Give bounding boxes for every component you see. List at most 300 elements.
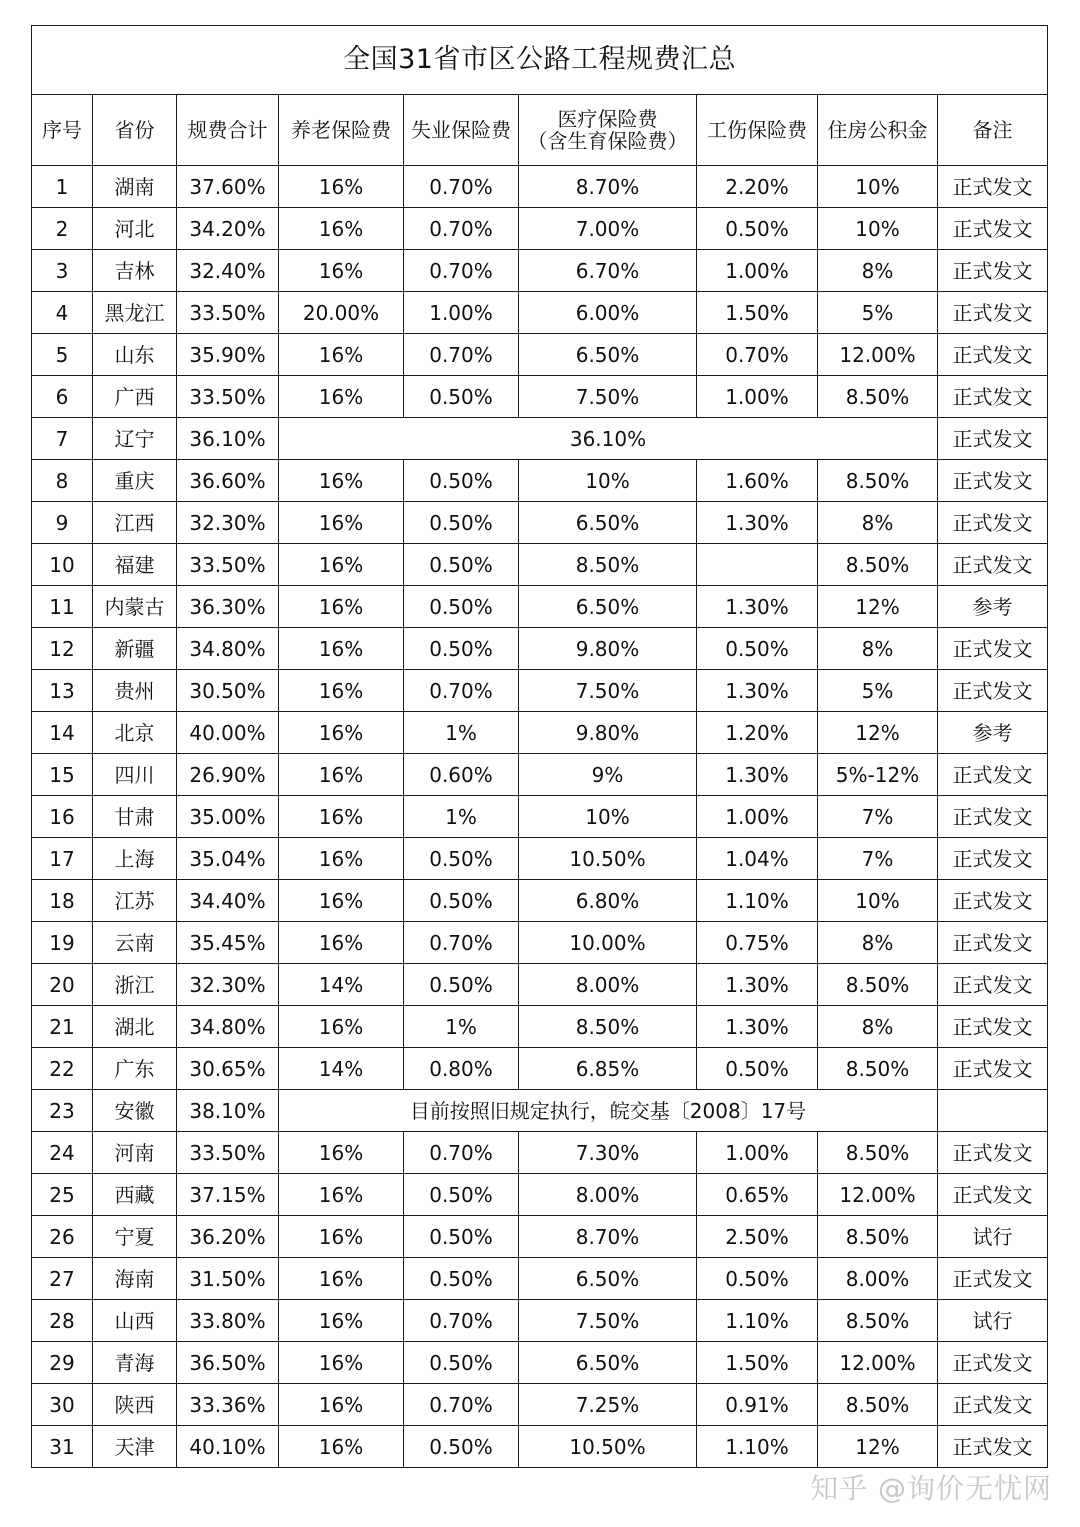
header-note: 备注 xyxy=(938,95,1048,166)
cell-index: 26 xyxy=(32,1216,93,1258)
cell-housing: 7% xyxy=(818,796,938,838)
cell-index: 1 xyxy=(32,166,93,208)
cell-note: 正式发文 xyxy=(938,1132,1048,1174)
cell-province: 宁夏 xyxy=(93,1216,177,1258)
cell-medical: 10% xyxy=(519,460,697,502)
cell-province: 青海 xyxy=(93,1342,177,1384)
cell-unemployment: 0.50% xyxy=(404,1174,519,1216)
cell-province: 安徽 xyxy=(93,1090,177,1132)
cell-index: 6 xyxy=(32,376,93,418)
table-row xyxy=(32,838,1048,880)
cell-total: 32.30% xyxy=(177,964,279,1006)
cell-pension: 16% xyxy=(279,208,404,250)
cell-total: 36.50% xyxy=(177,1342,279,1384)
table-row xyxy=(32,586,1048,628)
cell-medical: 7.25% xyxy=(519,1384,697,1426)
cell-note: 正式发文 xyxy=(938,964,1048,1006)
cell-housing: 10% xyxy=(818,880,938,922)
cell-medical: 9.80% xyxy=(519,628,697,670)
cell-medical: 6.85% xyxy=(519,1048,697,1090)
cell-pension: 14% xyxy=(279,1048,404,1090)
cell-pension: 14% xyxy=(279,964,404,1006)
cell-note: 参考 xyxy=(938,586,1048,628)
cell-injury: 1.30% xyxy=(697,754,818,796)
cell-index: 21 xyxy=(32,1006,93,1048)
cell-note: 正式发文 xyxy=(938,208,1048,250)
cell-housing: 12.00% xyxy=(818,1174,938,1216)
cell-merged-detail: 36.10% xyxy=(279,418,938,460)
cell-pension: 20.00% xyxy=(279,292,404,334)
table-row xyxy=(32,754,1048,796)
cell-province: 辽宁 xyxy=(93,418,177,460)
cell-pension: 16% xyxy=(279,376,404,418)
cell-total: 35.90% xyxy=(177,334,279,376)
cell-medical: 6.50% xyxy=(519,334,697,376)
cell-housing: 8.50% xyxy=(818,1216,938,1258)
cell-injury: 1.50% xyxy=(697,1342,818,1384)
header-injury: 工伤保险费 xyxy=(697,95,818,166)
cell-medical: 8.70% xyxy=(519,1216,697,1258)
cell-province: 重庆 xyxy=(93,460,177,502)
cell-housing: 8% xyxy=(818,502,938,544)
table-row xyxy=(32,418,1048,460)
cell-unemployment: 0.50% xyxy=(404,1258,519,1300)
cell-note: 正式发文 xyxy=(938,838,1048,880)
cell-pension: 16% xyxy=(279,460,404,502)
header-medical-line1: 医疗保险费 xyxy=(557,107,658,131)
cell-total: 36.60% xyxy=(177,460,279,502)
cell-total: 30.65% xyxy=(177,1048,279,1090)
table-row xyxy=(32,628,1048,670)
header-housing: 住房公积金 xyxy=(818,95,938,166)
cell-pension: 16% xyxy=(279,712,404,754)
cell-unemployment: 0.50% xyxy=(404,838,519,880)
cell-total: 40.00% xyxy=(177,712,279,754)
cell-unemployment: 0.50% xyxy=(404,460,519,502)
cell-unemployment: 0.70% xyxy=(404,1132,519,1174)
cell-note: 正式发文 xyxy=(938,1048,1048,1090)
cell-injury: 1.30% xyxy=(697,964,818,1006)
cell-merged-detail: 目前按照旧规定执行，皖交基〔2008〕17号 xyxy=(279,1090,938,1132)
cell-housing: 8.50% xyxy=(818,460,938,502)
cell-unemployment: 0.70% xyxy=(404,208,519,250)
cell-injury: 1.10% xyxy=(697,1426,818,1468)
cell-housing: 8.50% xyxy=(818,1300,938,1342)
cell-housing: 12.00% xyxy=(818,1342,938,1384)
cell-injury: 1.30% xyxy=(697,502,818,544)
cell-unemployment: 0.70% xyxy=(404,922,519,964)
table-row xyxy=(32,208,1048,250)
cell-note: 正式发文 xyxy=(938,1174,1048,1216)
cell-pension: 16% xyxy=(279,796,404,838)
header-unemployment: 失业保险费 xyxy=(404,95,519,166)
cell-note: 正式发文 xyxy=(938,334,1048,376)
cell-total: 38.10% xyxy=(177,1090,279,1132)
cell-province: 上海 xyxy=(93,838,177,880)
cell-province: 西藏 xyxy=(93,1174,177,1216)
cell-housing: 5% xyxy=(818,292,938,334)
table-row xyxy=(32,1342,1048,1384)
cell-medical: 6.50% xyxy=(519,586,697,628)
cell-total: 33.50% xyxy=(177,1132,279,1174)
cell-pension: 16% xyxy=(279,1174,404,1216)
cell-total: 36.30% xyxy=(177,586,279,628)
cell-injury: 1.30% xyxy=(697,670,818,712)
cell-pension: 16% xyxy=(279,670,404,712)
cell-medical: 8.70% xyxy=(519,166,697,208)
cell-total: 34.20% xyxy=(177,208,279,250)
header-total: 规费合计 xyxy=(177,95,279,166)
cell-index: 8 xyxy=(32,460,93,502)
cell-medical: 7.50% xyxy=(519,670,697,712)
cell-note: 正式发文 xyxy=(938,628,1048,670)
cell-province: 江苏 xyxy=(93,880,177,922)
cell-unemployment: 0.50% xyxy=(404,880,519,922)
cell-province: 北京 xyxy=(93,712,177,754)
cell-province: 广西 xyxy=(93,376,177,418)
cell-province: 河南 xyxy=(93,1132,177,1174)
cell-unemployment: 0.50% xyxy=(404,1342,519,1384)
cell-pension: 16% xyxy=(279,880,404,922)
cell-note: 正式发文 xyxy=(938,754,1048,796)
cell-index: 2 xyxy=(32,208,93,250)
cell-note: 正式发文 xyxy=(938,922,1048,964)
cell-medical: 6.70% xyxy=(519,250,697,292)
cell-pension: 16% xyxy=(279,838,404,880)
cell-injury: 0.65% xyxy=(697,1174,818,1216)
cell-injury: 0.91% xyxy=(697,1384,818,1426)
cell-unemployment: 0.80% xyxy=(404,1048,519,1090)
watermark: 知乎 @询价无忧网 xyxy=(810,1472,1052,1505)
cell-medical: 9% xyxy=(519,754,697,796)
table-row xyxy=(32,1132,1048,1174)
cell-index: 12 xyxy=(32,628,93,670)
cell-index: 11 xyxy=(32,586,93,628)
cell-unemployment: 1.00% xyxy=(404,292,519,334)
cell-index: 27 xyxy=(32,1258,93,1300)
cell-housing: 12% xyxy=(818,586,938,628)
cell-total: 35.45% xyxy=(177,922,279,964)
cell-total: 36.20% xyxy=(177,1216,279,1258)
cell-unemployment: 0.70% xyxy=(404,166,519,208)
cell-province: 广东 xyxy=(93,1048,177,1090)
cell-unemployment: 1% xyxy=(404,712,519,754)
cell-unemployment: 0.50% xyxy=(404,502,519,544)
table-row xyxy=(32,1426,1048,1468)
cell-housing: 5%-12% xyxy=(818,754,938,796)
cell-injury: 0.50% xyxy=(697,1048,818,1090)
cell-total: 34.40% xyxy=(177,880,279,922)
cell-housing: 8.50% xyxy=(818,376,938,418)
cell-unemployment: 0.70% xyxy=(404,670,519,712)
cell-pension: 16% xyxy=(279,502,404,544)
cell-index: 22 xyxy=(32,1048,93,1090)
cell-unemployment: 0.70% xyxy=(404,1384,519,1426)
cell-pension: 16% xyxy=(279,544,404,586)
cell-unemployment: 0.50% xyxy=(404,1216,519,1258)
cell-index: 19 xyxy=(32,922,93,964)
cell-province: 湖北 xyxy=(93,1006,177,1048)
cell-total: 35.04% xyxy=(177,838,279,880)
cell-pension: 16% xyxy=(279,586,404,628)
cell-housing: 8% xyxy=(818,250,938,292)
table-row xyxy=(32,460,1048,502)
cell-injury: 1.50% xyxy=(697,292,818,334)
cell-total: 37.60% xyxy=(177,166,279,208)
cell-index: 31 xyxy=(32,1426,93,1468)
cell-province: 四川 xyxy=(93,754,177,796)
cell-note: 正式发文 xyxy=(938,1426,1048,1468)
cell-index: 5 xyxy=(32,334,93,376)
cell-injury: 0.70% xyxy=(697,334,818,376)
cell-pension: 16% xyxy=(279,1426,404,1468)
cell-pension: 16% xyxy=(279,166,404,208)
cell-province: 云南 xyxy=(93,922,177,964)
cell-index: 9 xyxy=(32,502,93,544)
cell-note: 正式发文 xyxy=(938,376,1048,418)
cell-housing: 8% xyxy=(818,1006,938,1048)
cell-province: 陕西 xyxy=(93,1384,177,1426)
table-row xyxy=(32,1048,1048,1090)
cell-medical: 6.50% xyxy=(519,1342,697,1384)
cell-medical: 6.50% xyxy=(519,1258,697,1300)
cell-total: 32.30% xyxy=(177,502,279,544)
table-row xyxy=(32,880,1048,922)
cell-unemployment: 0.50% xyxy=(404,544,519,586)
cell-housing: 8.50% xyxy=(818,1384,938,1426)
cell-index: 16 xyxy=(32,796,93,838)
cell-housing: 8.50% xyxy=(818,544,938,586)
cell-injury: 0.75% xyxy=(697,922,818,964)
cell-medical: 8.00% xyxy=(519,964,697,1006)
cell-pension: 16% xyxy=(279,1132,404,1174)
cell-index: 20 xyxy=(32,964,93,1006)
cell-pension: 16% xyxy=(279,922,404,964)
cell-note xyxy=(938,1090,1048,1132)
header-row xyxy=(32,95,1048,166)
cell-province: 河北 xyxy=(93,208,177,250)
cell-medical: 7.50% xyxy=(519,1300,697,1342)
cell-total: 37.15% xyxy=(177,1174,279,1216)
cell-pension: 16% xyxy=(279,628,404,670)
cell-injury: 1.00% xyxy=(697,1132,818,1174)
table-row xyxy=(32,1090,1048,1132)
cell-injury: 1.10% xyxy=(697,1300,818,1342)
table-row xyxy=(32,1384,1048,1426)
cell-index: 14 xyxy=(32,712,93,754)
cell-unemployment: 0.70% xyxy=(404,334,519,376)
cell-index: 18 xyxy=(32,880,93,922)
table-row xyxy=(32,1258,1048,1300)
cell-unemployment: 0.70% xyxy=(404,250,519,292)
cell-total: 36.10% xyxy=(177,418,279,460)
cell-index: 4 xyxy=(32,292,93,334)
cell-index: 7 xyxy=(32,418,93,460)
cell-injury: 2.50% xyxy=(697,1216,818,1258)
cell-note: 参考 xyxy=(938,712,1048,754)
cell-index: 24 xyxy=(32,1132,93,1174)
cell-medical: 10.50% xyxy=(519,838,697,880)
cell-index: 10 xyxy=(32,544,93,586)
cell-injury: 1.30% xyxy=(697,586,818,628)
header-medical xyxy=(519,95,697,166)
cell-housing: 5% xyxy=(818,670,938,712)
cell-province: 内蒙古 xyxy=(93,586,177,628)
cell-pension: 16% xyxy=(279,1006,404,1048)
table-row xyxy=(32,922,1048,964)
cell-housing: 8.50% xyxy=(818,964,938,1006)
cell-medical: 7.50% xyxy=(519,376,697,418)
cell-injury: 0.50% xyxy=(697,628,818,670)
cell-housing: 8.00% xyxy=(818,1258,938,1300)
cell-province: 江西 xyxy=(93,502,177,544)
cell-pension: 16% xyxy=(279,1342,404,1384)
table-row xyxy=(32,796,1048,838)
header-index: 序号 xyxy=(32,95,93,166)
fee-summary-table xyxy=(31,25,1048,1468)
cell-unemployment: 1% xyxy=(404,1006,519,1048)
cell-total: 33.50% xyxy=(177,292,279,334)
cell-province: 新疆 xyxy=(93,628,177,670)
table-title: 全国31省市区公路工程规费汇总 xyxy=(32,26,1048,95)
cell-note: 正式发文 xyxy=(938,502,1048,544)
cell-injury: 1.20% xyxy=(697,712,818,754)
cell-injury: 1.30% xyxy=(697,1006,818,1048)
cell-unemployment: 0.60% xyxy=(404,754,519,796)
cell-housing: 12.00% xyxy=(818,334,938,376)
cell-total: 26.90% xyxy=(177,754,279,796)
table-row xyxy=(32,1006,1048,1048)
cell-housing: 8% xyxy=(818,628,938,670)
cell-index: 30 xyxy=(32,1384,93,1426)
cell-housing: 7% xyxy=(818,838,938,880)
cell-injury: 0.50% xyxy=(697,208,818,250)
cell-housing: 12% xyxy=(818,712,938,754)
cell-total: 33.50% xyxy=(177,544,279,586)
cell-medical: 8.50% xyxy=(519,1006,697,1048)
cell-province: 甘肃 xyxy=(93,796,177,838)
cell-injury: 0.50% xyxy=(697,1258,818,1300)
cell-medical: 8.00% xyxy=(519,1174,697,1216)
cell-note: 正式发文 xyxy=(938,796,1048,838)
table-row xyxy=(32,670,1048,712)
cell-index: 15 xyxy=(32,754,93,796)
cell-index: 13 xyxy=(32,670,93,712)
cell-medical: 8.50% xyxy=(519,544,697,586)
cell-note: 试行 xyxy=(938,1300,1048,1342)
cell-injury: 2.20% xyxy=(697,166,818,208)
table-row xyxy=(32,1174,1048,1216)
table-row xyxy=(32,1216,1048,1258)
cell-province: 天津 xyxy=(93,1426,177,1468)
cell-note: 正式发文 xyxy=(938,418,1048,460)
table-row xyxy=(32,292,1048,334)
cell-note: 正式发文 xyxy=(938,1342,1048,1384)
cell-medical: 6.50% xyxy=(519,502,697,544)
cell-note: 正式发文 xyxy=(938,460,1048,502)
cell-housing: 10% xyxy=(818,166,938,208)
cell-pension: 16% xyxy=(279,1384,404,1426)
cell-total: 35.00% xyxy=(177,796,279,838)
table-row xyxy=(32,166,1048,208)
cell-medical: 7.00% xyxy=(519,208,697,250)
cell-note: 正式发文 xyxy=(938,166,1048,208)
cell-housing: 10% xyxy=(818,208,938,250)
header-pension: 养老保险费 xyxy=(279,95,404,166)
cell-medical: 6.80% xyxy=(519,880,697,922)
cell-pension: 16% xyxy=(279,1258,404,1300)
cell-unemployment: 0.50% xyxy=(404,586,519,628)
cell-unemployment: 0.50% xyxy=(404,1426,519,1468)
cell-index: 23 xyxy=(32,1090,93,1132)
cell-housing: 8.50% xyxy=(818,1132,938,1174)
cell-unemployment: 0.50% xyxy=(404,376,519,418)
cell-injury: 1.60% xyxy=(697,460,818,502)
cell-housing: 12% xyxy=(818,1426,938,1468)
cell-total: 33.36% xyxy=(177,1384,279,1426)
cell-injury: 1.04% xyxy=(697,838,818,880)
cell-injury: 1.00% xyxy=(697,376,818,418)
table-row xyxy=(32,544,1048,586)
cell-note: 正式发文 xyxy=(938,250,1048,292)
cell-total: 33.80% xyxy=(177,1300,279,1342)
cell-pension: 16% xyxy=(279,334,404,376)
cell-total: 34.80% xyxy=(177,1006,279,1048)
cell-injury: 1.10% xyxy=(697,880,818,922)
cell-housing: 8.50% xyxy=(818,1048,938,1090)
cell-medical: 9.80% xyxy=(519,712,697,754)
cell-injury: 1.00% xyxy=(697,796,818,838)
cell-pension: 16% xyxy=(279,250,404,292)
cell-index: 25 xyxy=(32,1174,93,1216)
cell-province: 浙江 xyxy=(93,964,177,1006)
cell-total: 30.50% xyxy=(177,670,279,712)
cell-total: 34.80% xyxy=(177,628,279,670)
cell-province: 贵州 xyxy=(93,670,177,712)
cell-note: 正式发文 xyxy=(938,1384,1048,1426)
cell-medical: 10% xyxy=(519,796,697,838)
cell-medical: 6.00% xyxy=(519,292,697,334)
cell-medical: 10.50% xyxy=(519,1426,697,1468)
cell-province: 吉林 xyxy=(93,250,177,292)
cell-total: 40.10% xyxy=(177,1426,279,1468)
cell-index: 28 xyxy=(32,1300,93,1342)
cell-index: 17 xyxy=(32,838,93,880)
cell-medical: 7.30% xyxy=(519,1132,697,1174)
cell-note: 正式发文 xyxy=(938,670,1048,712)
cell-injury: 1.00% xyxy=(697,250,818,292)
cell-note: 正式发文 xyxy=(938,880,1048,922)
cell-total: 32.40% xyxy=(177,250,279,292)
table-row xyxy=(32,964,1048,1006)
cell-total: 33.50% xyxy=(177,376,279,418)
cell-province: 黑龙江 xyxy=(93,292,177,334)
table-row xyxy=(32,1300,1048,1342)
cell-total: 31.50% xyxy=(177,1258,279,1300)
cell-note: 试行 xyxy=(938,1216,1048,1258)
cell-housing: 8% xyxy=(818,922,938,964)
cell-index: 29 xyxy=(32,1342,93,1384)
cell-province: 山东 xyxy=(93,334,177,376)
cell-unemployment: 0.70% xyxy=(404,1300,519,1342)
cell-unemployment: 0.50% xyxy=(404,964,519,1006)
header-medical-line2: （含生育保险费） xyxy=(527,129,688,153)
cell-medical: 10.00% xyxy=(519,922,697,964)
table-row xyxy=(32,250,1048,292)
cell-province: 海南 xyxy=(93,1258,177,1300)
cell-index: 3 xyxy=(32,250,93,292)
table-row xyxy=(32,712,1048,754)
